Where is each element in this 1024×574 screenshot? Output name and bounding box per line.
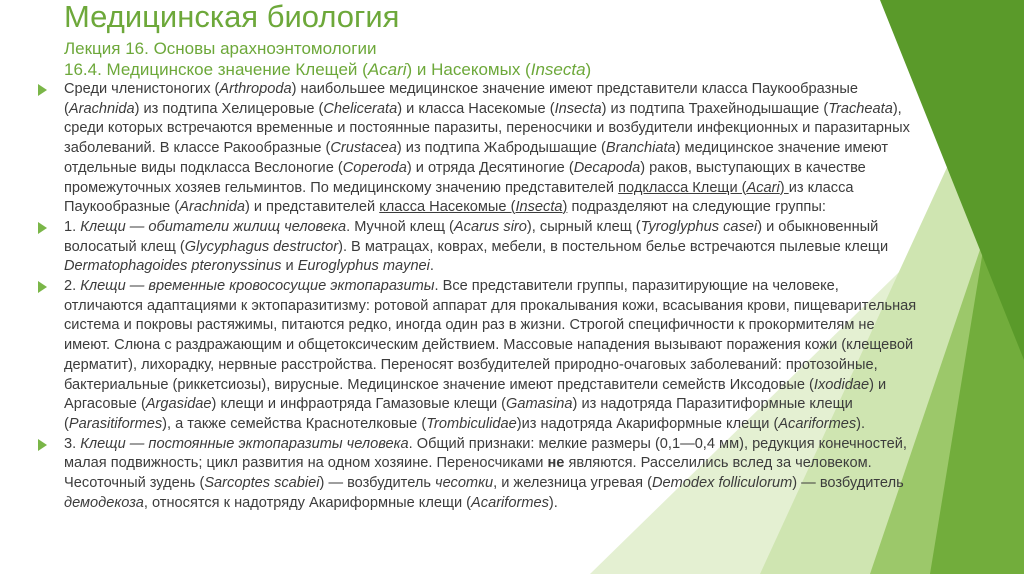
- text-run: Acariformes: [471, 494, 549, 511]
- text-run: Acari: [746, 179, 780, 196]
- text-run: ), среди которых встречаются временные и постоянные паразиты, переносчики и возбудители инфекционных и паразитарных заболеваний. В классе Ракообразные (: [64, 100, 910, 157]
- text-run: Argasidae: [145, 396, 212, 413]
- text-run: Среди членистоногих (: [64, 81, 220, 97]
- text-run: . Все представители группы, паразитирующие на человеке, отличаются адаптациями к эктопаразитизму: ротовой аппарат для прокалывания кожи, всасывания крови, пищеварительная система и покровы растяжимы, питаются редко, иногда один раз в жизни. Строгой специфичности к прокормителям не имеют. Слюна с раздражающим и общетоксическим действием. Массовые нападения вызывают поражения кожи (клещевой дерматит), лихорадку, нервные расстройства. Переносят возбудителей природно-очаговых заболеваний: протозойные, бактериальные (риккетсиозы), вирусные. Медицинское значение имеют представители семейств Иксодовые (: [64, 278, 917, 393]
- text-run: ) и представителей: [244, 199, 380, 216]
- text-run: подразделяют на следующие группы:: [567, 199, 826, 216]
- text-run: и: [281, 258, 298, 275]
- text-run: Parasitiformes: [68, 415, 163, 432]
- text-run: Tracheata: [828, 100, 893, 117]
- text-run: класса Насекомые (: [379, 199, 516, 216]
- text-run: ) из подтипа Трахейнодышащие (: [601, 100, 829, 117]
- section-subtitle: 16.4. Медицинское значение Клещей (Acari) и Насекомых (Insecta): [64, 60, 592, 79]
- text-run: Trombiculidae: [426, 415, 517, 432]
- text-run: ) и класса Насекомые (: [397, 100, 555, 117]
- text-run: ).: [856, 415, 866, 432]
- bullet-paragraph: [38, 80, 918, 218]
- text-run: ) из надотряда Паразитиформные клещи (: [64, 396, 853, 432]
- text-run: из класса Паукообразные (: [64, 179, 854, 216]
- text-run: Sarcoptes scabiei: [204, 475, 320, 492]
- text-run: 3.: [64, 435, 81, 452]
- text-run: являются. Расселились вслед за человеком. Чесоточный зудень (: [64, 455, 872, 492]
- text-run: ), сырный клещ (: [526, 218, 641, 235]
- text-run: Arachnida: [179, 199, 245, 216]
- text-run: Dermatophagoides pteronyssinus: [64, 258, 282, 275]
- bullet-arrow-icon: [38, 222, 47, 234]
- text-run: 1.: [64, 218, 81, 235]
- text-run: ) и отряда Десятиногие (: [406, 159, 574, 176]
- slide-title: Медицинская биология: [64, 0, 400, 34]
- text-run: ) раков, выступающих в качестве промежуточных хозяев гельминтов. По медицинскому значению представителей: [64, 159, 866, 196]
- text-run: 2.: [64, 278, 81, 295]
- text-run: . Общий признаки: мелкие размеры (0,1—0,4 мм), редукция конечностей, малая подвижность; цикл развития на одном хозяине. Переносчиками: [64, 435, 907, 472]
- text-run: ), а также семейства Краснотелковые (: [162, 415, 427, 432]
- text-run: ) из подтипа Хелицеровые (: [134, 100, 324, 117]
- text-run: , относятся к надотряду Акариформные клещи (: [143, 494, 472, 511]
- text-run: Demodex folliculorum: [651, 475, 793, 492]
- text-run: Glycyphagus destructor: [184, 238, 339, 255]
- text-run: Ixodidae: [813, 376, 870, 393]
- text-run: ): [562, 199, 568, 216]
- text-run: Insecta: [554, 100, 602, 117]
- bullet-paragraph: [38, 435, 918, 514]
- text-run: ) наибольшее медицинское значение имеют представители класса Паукообразные (: [64, 81, 858, 117]
- text-run: )из надотряда Акариформные клещи (: [516, 415, 779, 432]
- slide-body: [38, 80, 918, 513]
- text-run: Insecta: [515, 199, 563, 216]
- text-run: ) и обыкновенный волосатый клещ (: [64, 218, 879, 255]
- bullet-arrow-icon: [38, 281, 47, 293]
- text-run: демодекоза: [64, 494, 144, 511]
- text-run: ) — возбудитель: [792, 475, 904, 492]
- text-run: Arachnida: [68, 100, 135, 117]
- text-run: Клещи — временные кровососущие эктопаразиты: [80, 278, 435, 295]
- text-run: Gamasina: [506, 396, 573, 413]
- text-run: ): [779, 179, 789, 196]
- bullet-paragraph: [38, 277, 918, 435]
- text-run: ) клещи и инфраотряда Гамазовые клещи (: [211, 396, 507, 413]
- text-run: Arthropoda: [219, 81, 292, 97]
- text-run: . Мучной клещ (: [346, 218, 454, 235]
- text-run: чесотки: [435, 475, 494, 492]
- text-run: Acarus siro: [453, 218, 527, 235]
- text-run: ) — возбудитель: [319, 475, 436, 492]
- text-run: Клещи — постоянные эктопаразиты человека: [80, 435, 409, 452]
- text-run: Crustacea: [330, 140, 397, 157]
- text-run: ) медицинское значение имеют отдельные виды подкласса Веслоногие (: [64, 140, 889, 176]
- lecture-subtitle: Лекция 16. Основы арахноэнтомологии: [64, 39, 377, 58]
- text-run: не: [547, 455, 565, 472]
- text-run: ) и Аргасовые (: [64, 376, 887, 413]
- text-run: ) из подтипа Жабродышащие (: [396, 140, 606, 157]
- bullet-paragraph: [38, 218, 918, 277]
- text-run: , и железница угревая (: [493, 475, 652, 492]
- text-run: Branchiata: [605, 140, 676, 157]
- bullet-arrow-icon: [38, 84, 47, 96]
- text-run: Tyroglyphus casei: [640, 218, 758, 235]
- text-run: ).: [548, 494, 558, 511]
- text-run: ). В матрацах, коврах, мебели, в постельном белье встречаются пылевые клещи: [338, 238, 889, 255]
- text-run: Acariformes: [778, 415, 857, 432]
- text-run: Chelicerata: [323, 100, 398, 117]
- bullet-arrow-icon: [38, 439, 47, 451]
- text-run: .: [429, 258, 434, 275]
- text-run: Decapoda: [573, 159, 641, 176]
- text-run: Euroglyphus maynei: [297, 258, 430, 275]
- text-run: подкласса Клещи (: [618, 179, 747, 196]
- text-run: Coperoda: [342, 159, 407, 176]
- text-run: Клещи — обитатели жилищ человека: [80, 218, 347, 235]
